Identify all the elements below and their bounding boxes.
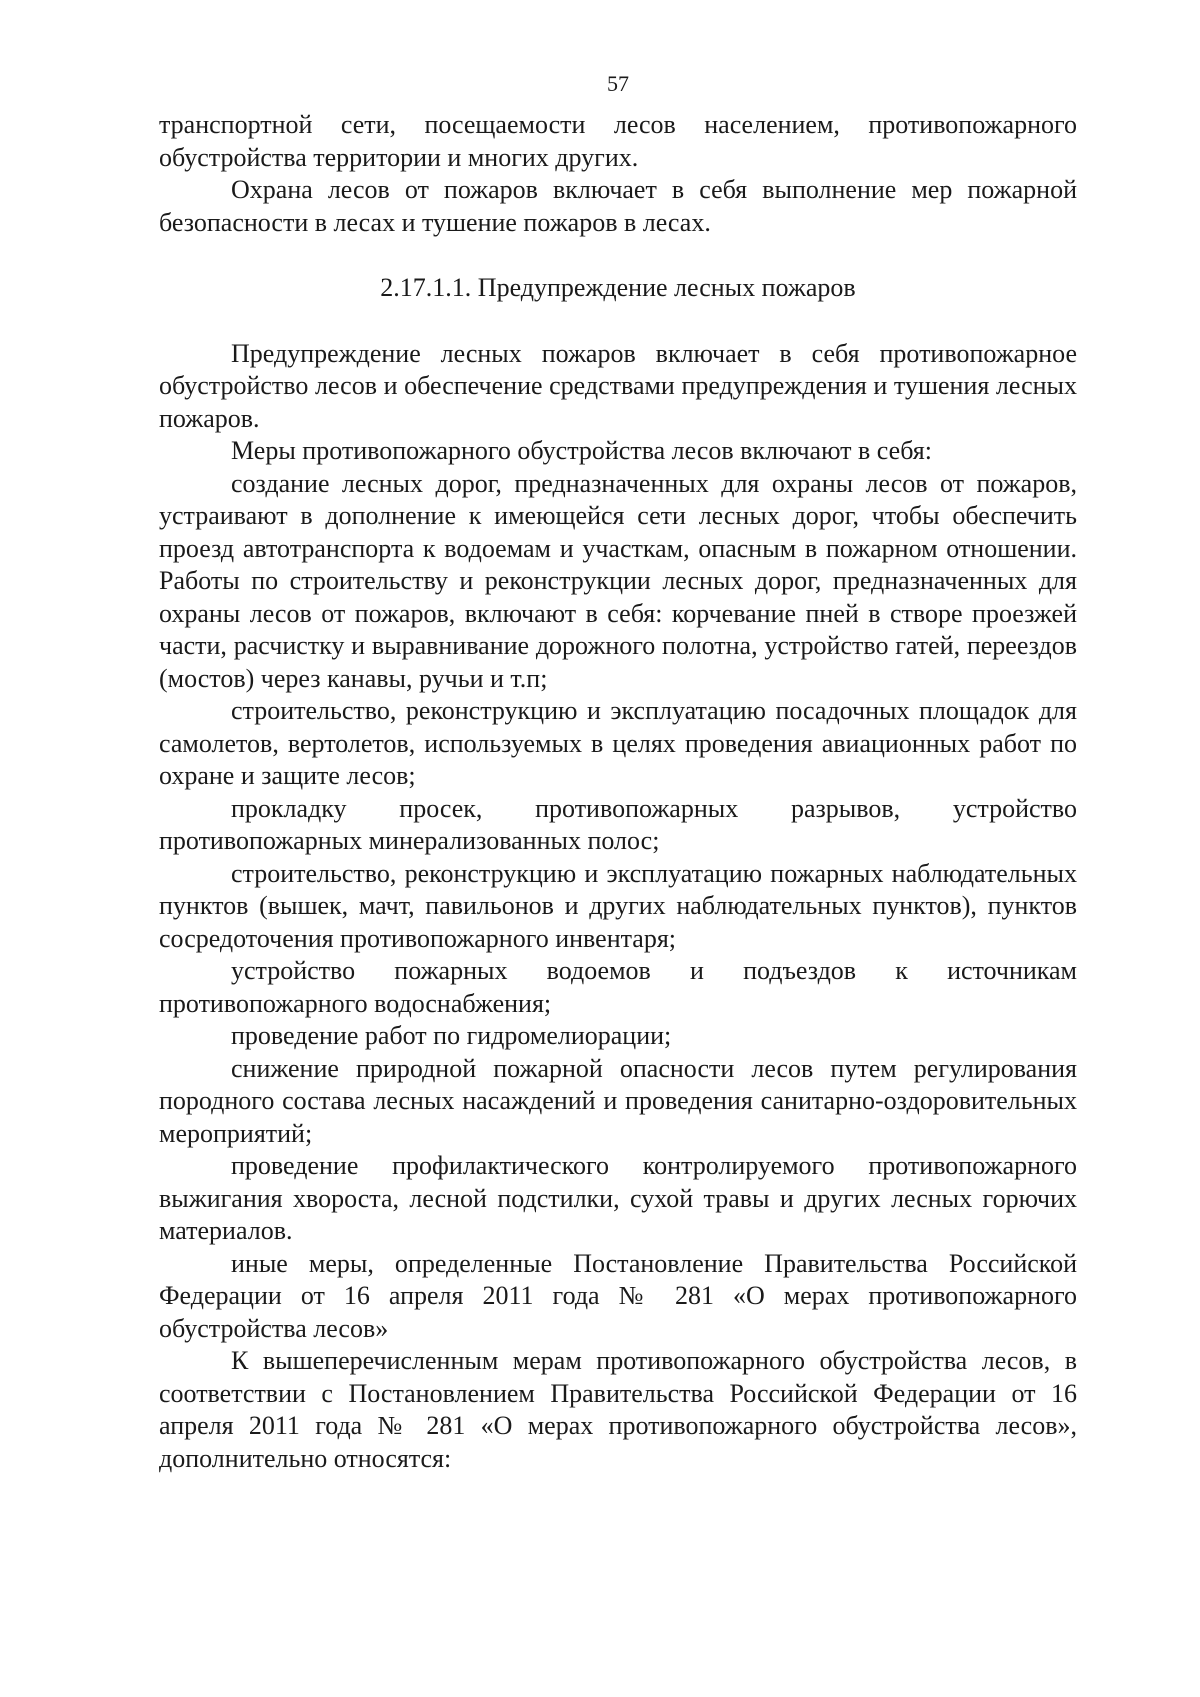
list-item-paragraph: создание лесных дорог, предназначенных для охраны лесов от пожаров, устраивают в дополнение к имеющейся сети лесных дорог, чтобы обеспечить проезд автотранспорта к водоемам и участкам, опасным в пожарном отношении. Работы по строительству и реконструкции лесных дорог, предназначенных для охраны лесов от пожаров, включают в себя: корчевание пней в створе проезжей части, расчистку и выравнивание дорожного полотна, устройство гатей, переездов (мостов) через канавы, ручьи и т.п;: [159, 468, 1077, 693]
list-item-paragraph: строительство, реконструкцию и эксплуатацию пожарных наблюдательных пунктов (вышек, мачт, павильонов и других наблюдательных пунктов), пунктов сосредоточения противопожарного инвентаря;: [159, 858, 1077, 953]
document-page: [159, 64, 1077, 1664]
list-item-paragraph: прокладку просек, противопожарных разрывов, устройство противопожарных минерализованных полос;: [159, 793, 1077, 855]
intro-paragraph-continued: транспортной сети, посещаемости лесов населением, противопожарного обустройства территории и многих других.: [159, 110, 1077, 172]
list-item-paragraph: строительство, реконструкцию и эксплуатацию посадочных площадок для самолетов, вертолетов, используемых в целях проведения авиационных работ по охране и защите лесов;: [159, 696, 1077, 790]
list-item-paragraph: снижение природной пожарной опасности лесов путем регулирования породного состава лесных насаждений и проведения санитарно-оздоровительных мероприятий;: [159, 1053, 1077, 1148]
body-paragraph: Меры противопожарного обустройства лесов включают в себя:: [231, 436, 932, 465]
body-paragraph: Предупреждение лесных пожаров включает в себя противопожарное обустройство лесов и обеспечение средствами предупреждения и тушения лесных пожаров.: [159, 338, 1077, 433]
intro-paragraph: Охрана лесов от пожаров включает в себя выполнение мер пожарной безопасности в лесах и тушение пожаров в лесах.: [159, 175, 1077, 237]
list-item-paragraph: проведение профилактического контролируемого противопожарного выжигания хвороста, лесной подстилки, сухой травы и других лесных горючих материалов.: [159, 1151, 1077, 1245]
page-number: 57: [607, 71, 629, 96]
body-paragraph: К вышеперечисленным мерам противопожарного обустройства лесов, в соответствии с Постановлением Правительства Российской Федерации от 16 апреля 2011 года № 281 «О мерах противопожарного обустройства лесов», дополнительно относятся:: [159, 1346, 1077, 1473]
list-item-paragraph: иные меры, определенные Постановление Правительства Российской Федерации от 16 апреля 2011 года № 281 «О мерах противопожарного обустройства лесов»: [159, 1248, 1077, 1343]
section-heading: 2.17.1.1. Предупреждение лесных пожаров: [380, 273, 856, 302]
list-item-paragraph: устройство пожарных водоемов и подъездов к источникам противопожарного водоснабжения;: [159, 956, 1077, 1018]
list-item-paragraph: проведение работ по гидромелиорации;: [231, 1021, 672, 1050]
